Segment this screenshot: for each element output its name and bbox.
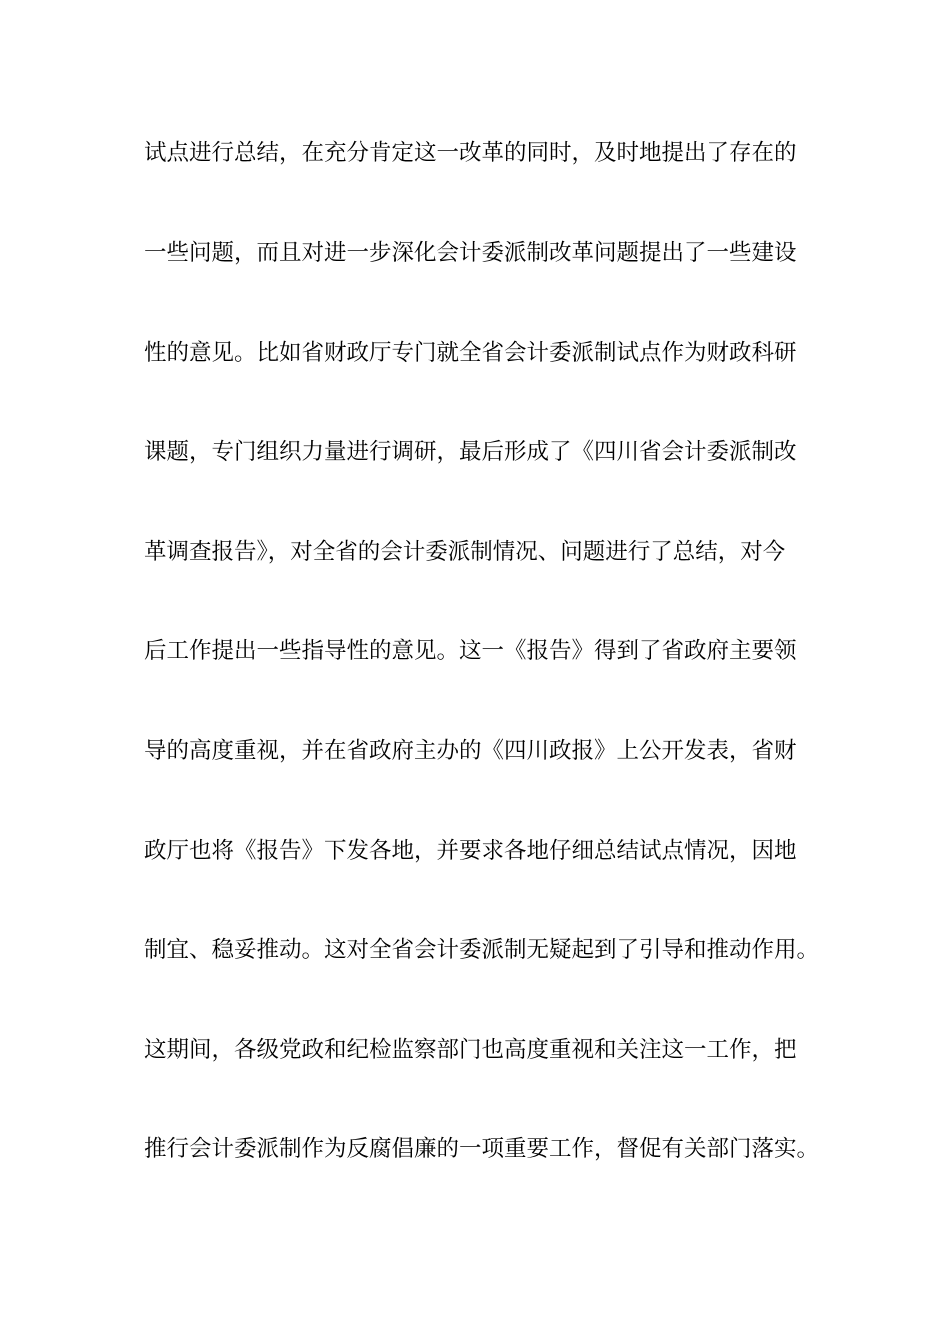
text-line: 革调查报告》，对全省的会计委派制情况、问题进行了总结，对今 — [144, 539, 786, 565]
text-line: 后工作提出一些指导性的意见。这一《报告》得到了省政府主要领 — [144, 638, 797, 664]
text-line: 试点进行总结，在充分肯定这一改革的同时，及时地提出了存在的 — [144, 140, 797, 166]
text-line: 推行会计委派制作为反腐倡廉的一项重要工作，督促有关部门落实。 — [144, 1136, 820, 1162]
text-line: 课题，专门组织力量进行调研，最后形成了《四川省会计委派制改 — [144, 439, 797, 465]
text-line: 性的意见。比如省财政厅专门就全省会计委派制试点作为财政科研 — [144, 340, 797, 366]
text-line: 一些问题，而且对进一步深化会计委派制改革问题提出了一些建设 — [144, 240, 797, 266]
text-line: 导的高度重视，并在省政府主办的《四川政报》上公开发表，省财 — [144, 738, 797, 764]
text-line: 政厅也将《报告》下发各地，并要求各地仔细总结试点情况，因地 — [144, 838, 797, 864]
text-line: 制宜、稳妥推动。这对全省会计委派制无疑起到了引导和推动作用。 — [144, 937, 820, 963]
text-line: 这期间，各级党政和纪检监察部门也高度重视和关注这一工作，把 — [144, 1037, 797, 1063]
